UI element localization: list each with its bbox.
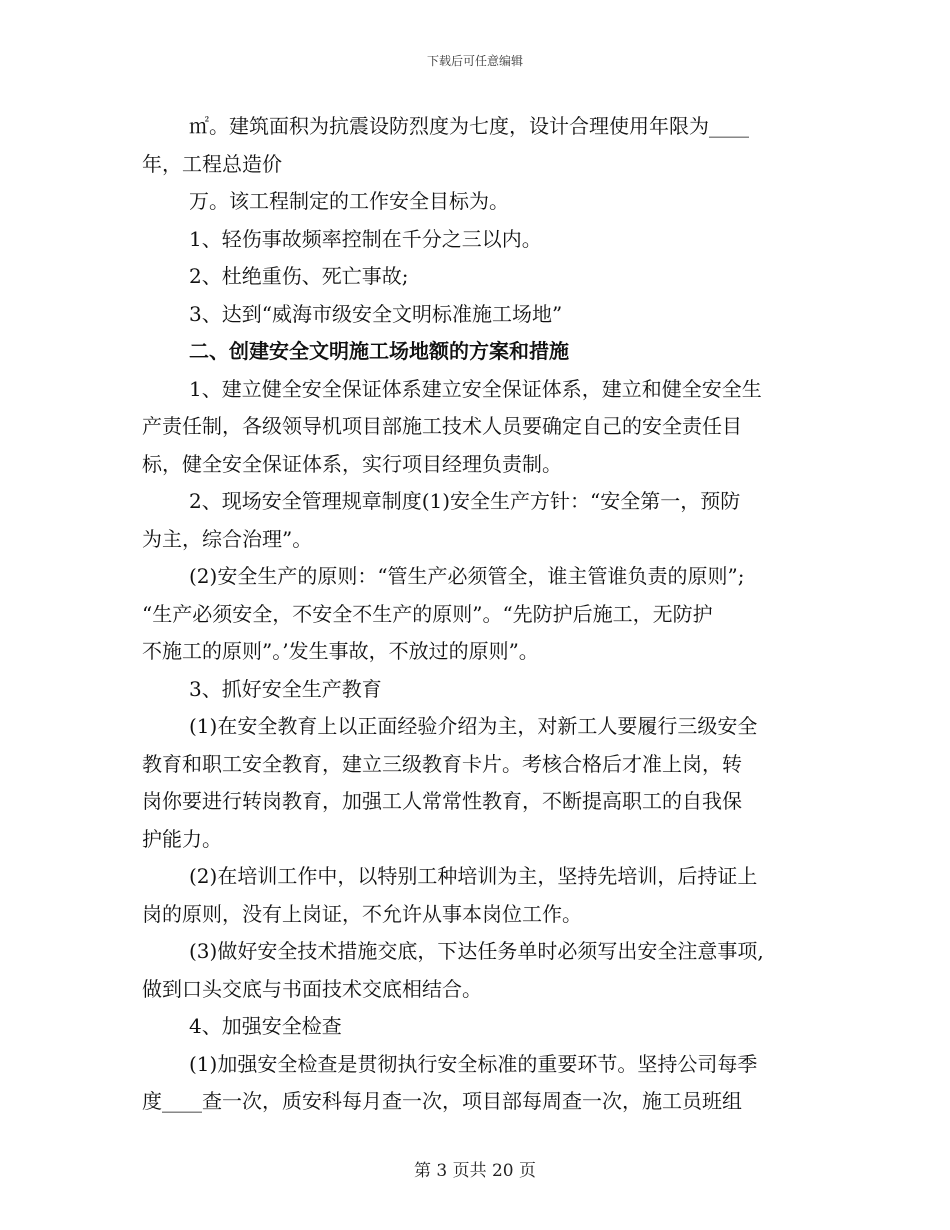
- text-line: 2、现场安全管理规章制度(1)安全生产方针：“安全第一，预防: [189, 489, 741, 513]
- text-line: 标，健全安全保证体系，实行项目经理负责制。: [142, 451, 562, 476]
- text-line: 岗的原则，没有上岗证，不允许从事本岗位工作。: [142, 901, 582, 926]
- text-line: 4、加强安全检查: [189, 1014, 342, 1038]
- text-line: 1、建立健全安全保证体系建立安全保证体系，建立和健全安全生: [189, 376, 762, 401]
- text-line: (1)在安全教育上以正面经验介绍为主，对新工人要履行三级安全: [189, 714, 758, 738]
- document-body: [142, 108, 810, 1121]
- text-line: 护能力。: [142, 826, 222, 851]
- text-line: (2)安全生产的原则：“管生产必须管全，谁主管谁负责的原则”;: [189, 564, 745, 588]
- text-line: 教育和职工安全教育，建立三级教育卡片。考核合格后才准上岗，转: [142, 751, 742, 776]
- section-heading: 二、创建安全文明施工场地额的方案和措施: [189, 339, 569, 363]
- text-line: 1、轻伤事故频率控制在千分之三以内。: [189, 226, 542, 251]
- text-line: 度____查一次，质安科每月查一次，项目部每周查一次，施工员班组: [142, 1089, 742, 1113]
- text-line: (1)加强安全检查是贯彻执行安全标准的重要环节。坚持公司每季: [189, 1051, 758, 1076]
- text-line: 2、杜绝重伤、死亡事故;: [189, 264, 409, 288]
- text-line: 岗你要进行转岗教育，加强工人常常性教育，不断提高职工的自我保: [142, 789, 742, 813]
- text-line: 不施工的原则”。’发生事故，不放过的原则”。: [142, 639, 539, 663]
- text-line: “生产必须安全，不安全不生产的原则”。“先防护后施工，无防护: [142, 601, 713, 626]
- text-line: 做到口头交底与书面技术交底相结合。: [142, 976, 482, 1001]
- text-line: 3、抓好安全生产教育: [189, 676, 382, 701]
- text-line: ㎡。建筑面积为抗震设防烈度为七度，设计合理使用年限为____: [189, 114, 749, 138]
- text-line: 3、达到“威海市级安全文明标准施工场地”: [189, 301, 563, 326]
- text-line: (3)做好安全技术措施交底，下达任务单时必须写出安全注意事项,: [189, 939, 764, 963]
- page-footer: 第 3 页共 20 页: [413, 1161, 537, 1181]
- text-line: 产责任制，各级领导机项目部施工技术人员要确定自己的安全责任目: [142, 414, 742, 438]
- text-line: 为主，综合治理”。: [142, 526, 313, 551]
- text-line: (2)在培训工作中，以特别工种培训为主，坚持先培训，后持证上: [189, 864, 758, 888]
- text-line: 年，工程总造价: [142, 151, 282, 176]
- page-header: 下载后可任意编辑: [426, 54, 523, 68]
- text-line: 万。该工程制定的工作安全目标为。: [189, 189, 509, 213]
